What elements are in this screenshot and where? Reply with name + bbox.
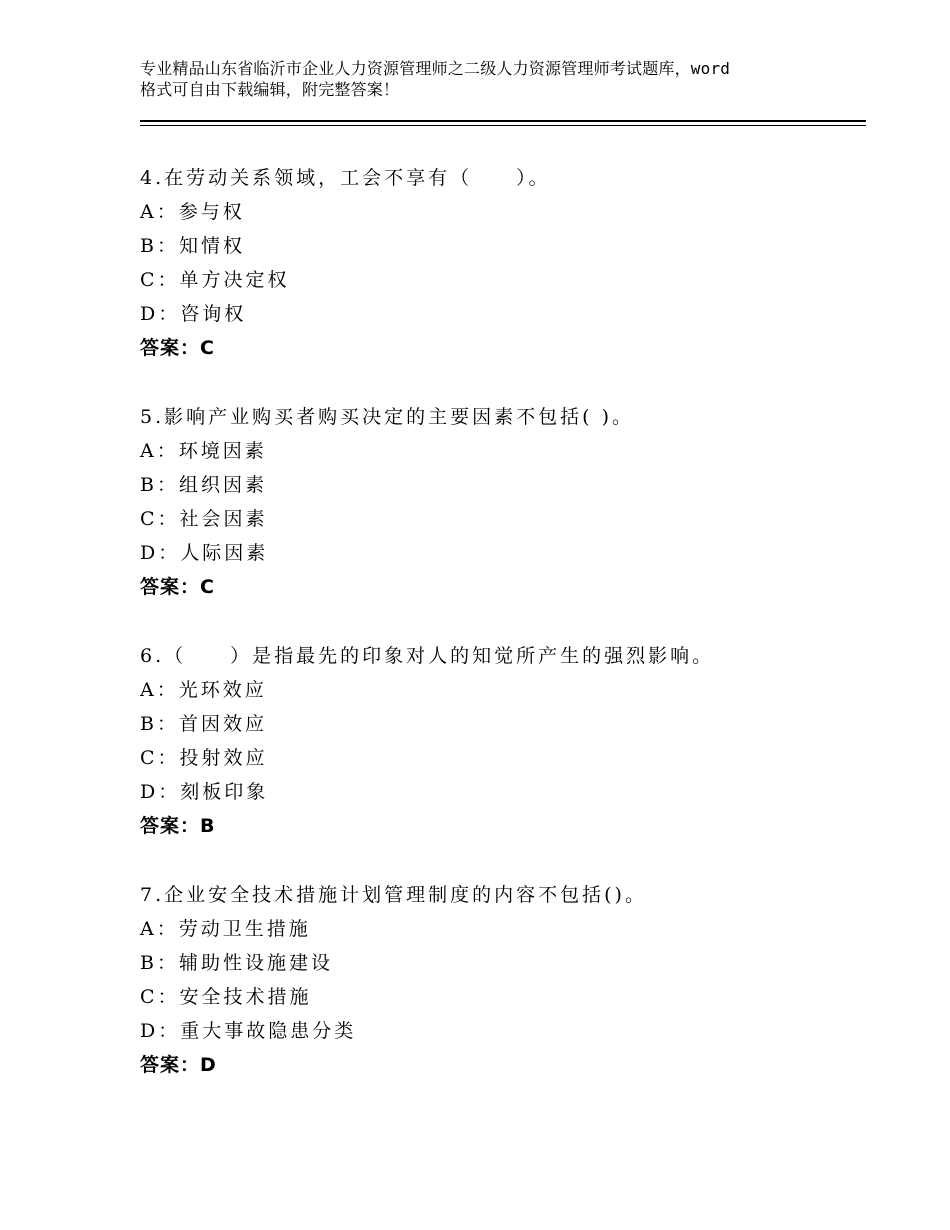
- option-c: C：安全技术措施: [140, 986, 312, 1009]
- question-stem: 7.企业安全技术措施计划管理制度的内容不包括()。: [140, 884, 647, 906]
- question-6: [140, 639, 860, 844]
- header-line-1: 专业精品山东省临沂市企业人力资源管理师之二级人力资源管理师考试题库，word: [140, 59, 731, 78]
- option-d: D：重大事故隐患分类: [140, 1020, 357, 1043]
- option-a: A：参与权: [140, 201, 245, 224]
- option-a: A：劳动卫生措施: [140, 918, 311, 941]
- option-d: D：咨询权: [140, 303, 247, 326]
- answer: 答案：B: [140, 815, 216, 838]
- document-header: [140, 58, 830, 100]
- option-c: C：单方决定权: [140, 269, 290, 292]
- question-5: [140, 400, 860, 605]
- header-rule-thin: [140, 125, 866, 126]
- option-b: B：组织因素: [140, 474, 267, 497]
- answer: 答案：D: [140, 1054, 217, 1077]
- option-d: D：人际因素: [140, 542, 269, 565]
- question-7: [140, 878, 860, 1083]
- header-rule-thick: [140, 120, 866, 122]
- question-stem: 5.影响产业购买者购买决定的主要因素不包括( )。: [140, 406, 634, 428]
- option-c: C：投射效应: [140, 747, 268, 770]
- option-b: B：首因效应: [140, 713, 267, 736]
- question-stem: 4.在劳动关系领域，工会不享有（ ）。: [140, 167, 551, 189]
- option-c: C：社会因素: [140, 508, 268, 531]
- option-a: A：光环效应: [140, 679, 267, 702]
- option-d: D：刻板印象: [140, 781, 269, 804]
- question-4: [140, 161, 860, 366]
- header-line-2: 格式可自由下载编辑，附完整答案！: [140, 80, 400, 99]
- option-a: A：环境因素: [140, 440, 267, 463]
- answer: 答案：C: [140, 337, 215, 360]
- option-b: B：知情权: [140, 235, 245, 258]
- option-b: B：辅助性设施建设: [140, 952, 333, 975]
- question-stem: 6.（ ）是指最先的印象对人的知觉所产生的强烈影响。: [140, 645, 715, 667]
- answer: 答案：C: [140, 576, 215, 599]
